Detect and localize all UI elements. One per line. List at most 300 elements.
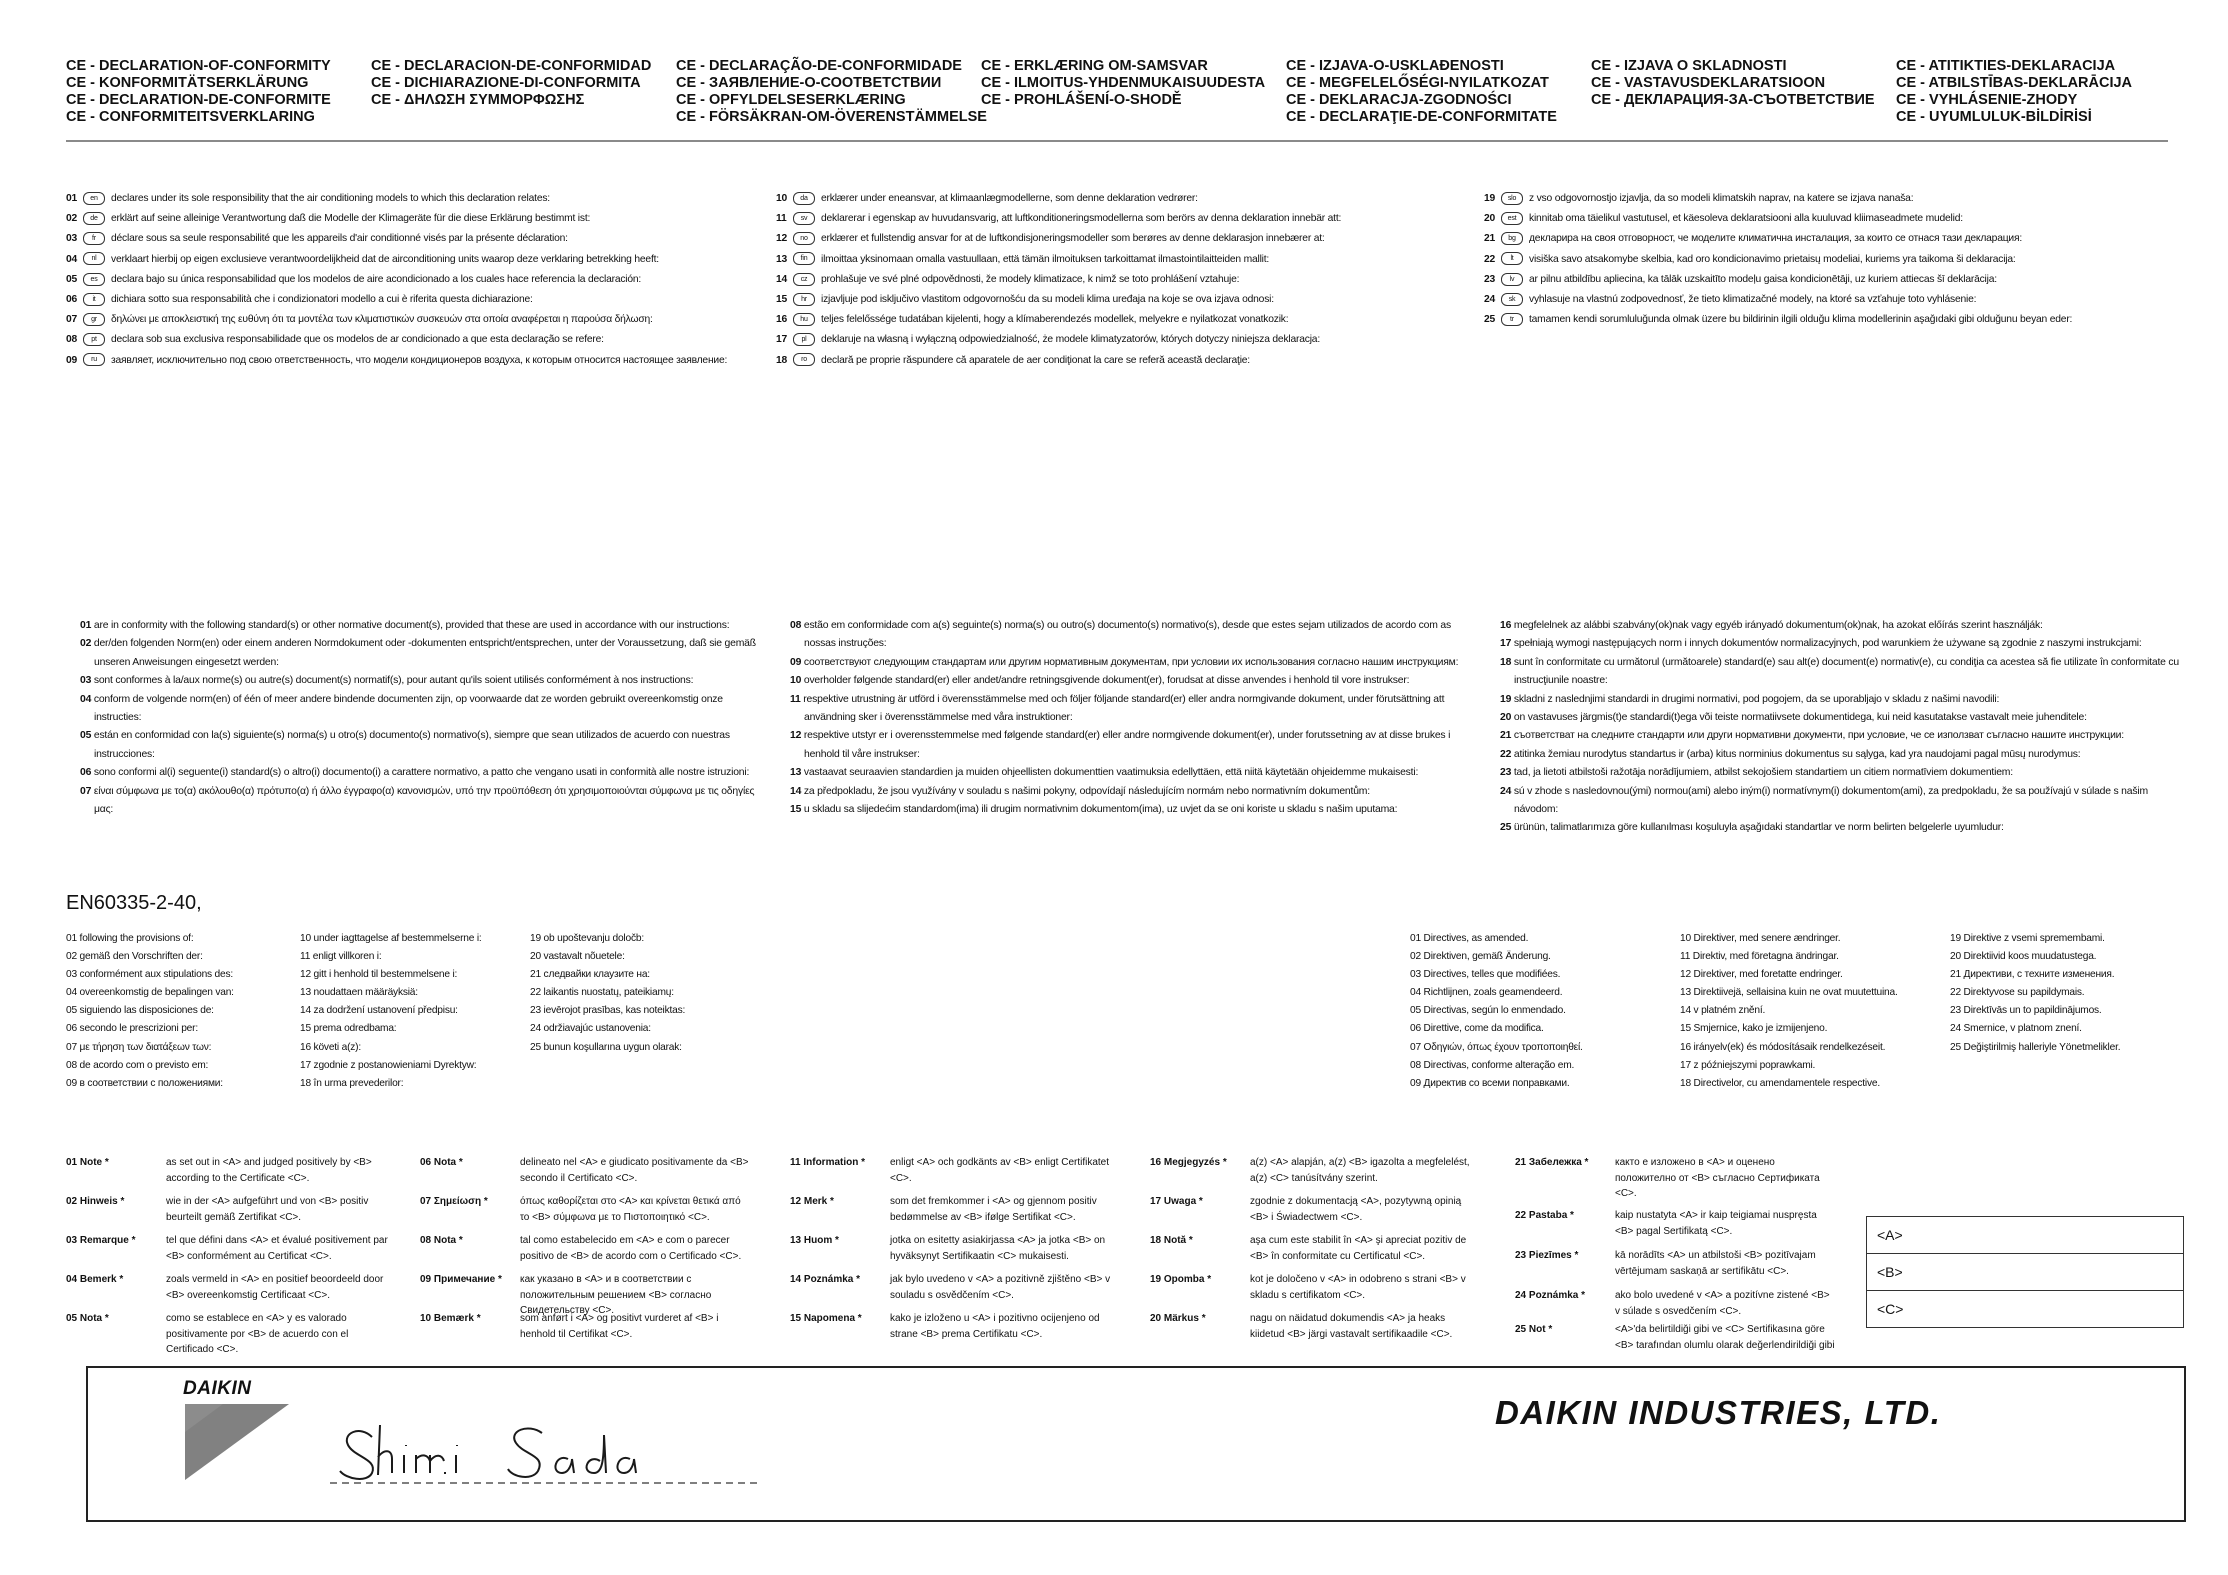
conformity-item [1500, 727, 2180, 745]
language-code-badge: tr [1501, 313, 1523, 326]
conformity-text: sunt în conformitate cu următorul (următoarele) standard(e) sau alt(e) document(e) normativ(e), cu condiţia ca acestea să fie utilizate în conformitate cu instrucţiunile noastre: [1513, 656, 2179, 687]
directive-line: 03 Directives, telles que modifiées. [1410, 969, 1561, 981]
header-title-line: CE - VYHLÁSENIE-ZHODY [1896, 92, 2078, 108]
header-title-line: CE - OPFYLDELSESERKLÆRING [676, 92, 906, 108]
provision-line: 25 bunun koşullarına uygun olarak: [530, 1041, 682, 1053]
conformity-item [1500, 746, 2180, 764]
header-title-line: CE - DECLARACION-DE-CONFORMIDAD [371, 58, 652, 74]
note-label: 24 Poznámka * [1515, 1290, 1586, 1301]
declaration-line [776, 189, 1476, 209]
provision-line: 13 noudattaen määräyksiä: [300, 987, 418, 999]
note-label: 04 Bemerk * [66, 1274, 124, 1285]
declaration-line [66, 310, 766, 330]
directive-line: 19 Direktive z vsemi spremembami. [1950, 933, 2105, 944]
conformity-text: u skladu sa slijedećim standardom(ima) ili drugim normativnim dokumentom(ima), uz uvjet da se oni koriste u skladu s našim uputama: [803, 804, 1398, 816]
language-number: 05 [66, 273, 78, 285]
provision-line: 20 vastavalt nõuetele: [530, 951, 625, 963]
language-number: 12 [790, 730, 802, 742]
declaration-text: vyhlasuje na vlastnú zodpovednosť, že tieto klimatizačné modely, na ktoré sa vzťahuje toto vyhlásenie: [1529, 294, 1977, 306]
note-text: zgodnie z dokumentacją <A>, pozytywną opinią <B> i Świadectwem <C>. [1250, 1196, 1462, 1223]
daikin-brand-text: DAIKIN [183, 1378, 252, 1399]
conformity-item [790, 654, 1470, 672]
note-label: 19 Opomba * [1150, 1274, 1212, 1285]
language-number: 16 [776, 314, 788, 326]
header-title-line: CE - ILMOITUS-YHDENMUKAISUUDESTA [981, 75, 1266, 91]
note-block [1150, 1194, 1480, 1225]
provision-line: 12 gitt i henhold til bestemmelsene i: [300, 969, 458, 981]
declaration-text: z vso odgovornostjo izjavlja, da so modeli klimatskih naprav, na katere se izjava nanaša: [1529, 193, 1914, 204]
directive-line: 02 Direktiven, gemäß Änderung. [1410, 951, 1551, 963]
directives-column [1950, 930, 2120, 1057]
language-code-badge: it [83, 293, 105, 306]
language-number: 01 [66, 193, 78, 204]
conformity-text: sont conformes à la/aux norme(s) ou autre(s) document(s) normatif(s), pour autant qu'ils soient utilisés conformément à nos instructions: [93, 675, 694, 687]
note-label: 17 Uwaga * [1150, 1196, 1203, 1207]
conformity-item [1500, 691, 2180, 709]
standard-reference: EN60335-2-40, [66, 892, 202, 914]
note-block [1150, 1155, 1480, 1186]
note-block [66, 1233, 396, 1264]
header-divider [66, 140, 2168, 142]
note-text: tal como estabelecido em <A> e com o parecer positivo de <B> de acordo com o Certificado <C>. [520, 1235, 742, 1262]
directive-line: 17 z późniejszymi poprawkami. [1680, 1059, 1816, 1071]
declaration-text: izjavljuje pod isključivo vlastitom odgovornošću da su modeli klima uređaja na koje se ova izjava odnosi: [821, 294, 1274, 306]
note-block [790, 1233, 1120, 1264]
declaration-text: δηλώνει με αποκλειστική της ευθύνη ότι τα μοντέλα των κλιματιστικών συσκευών στα οποία αναφέρεται η παρούσα δήλωση: [111, 314, 653, 326]
declaration-line [1484, 310, 2184, 330]
language-number: 09 [66, 354, 78, 366]
declaration-line [66, 290, 766, 310]
language-number: 20 [1500, 712, 1512, 724]
provision-line: 11 enligt villkoren i: [300, 951, 382, 963]
provision-line: 24 održiavajúc ustanovenia: [530, 1023, 651, 1035]
language-number: 18 [1500, 656, 1512, 668]
language-number: 11 [776, 213, 787, 225]
language-code-badge: est [1501, 212, 1523, 225]
language-code-badge: bg [1501, 232, 1523, 245]
header-column [981, 58, 1281, 109]
provision-line: 22 laikantis nuostatų, pateikiamų: [530, 987, 674, 999]
conformity-item [80, 727, 770, 764]
language-code-badge: sv [793, 212, 815, 225]
language-code-badge: de [83, 212, 105, 225]
conformity-item [790, 727, 1470, 764]
provision-line: 15 prema odredbama: [300, 1023, 397, 1035]
header-title-line: CE - KONFORMITÄTSERKLÄRUNG [66, 75, 309, 91]
header-title-line: CE - DECLARAŢIE-DE-CONFORMITATE [1286, 109, 1557, 125]
declaration-text: teljes felelőssége tudatában kijelenti, hogy a klímaberendezés modellek, melyekre e nyilatkozat vonatkozik: [821, 314, 1289, 326]
header-title-line: CE - FÖRSÄKRAN-OM-ÖVERENSTÄMMELSE [676, 109, 987, 125]
declaration-line [66, 330, 766, 350]
declaration-text: tamamen kendi sorumluluğunda olmak üzere bu bildirinin ilgili olduğu klima modellerinin aşağıdaki gibi olduğunu beyan eder: [1529, 314, 2073, 326]
header-title-line: CE - CONFORMITEITSVERKLARING [66, 109, 315, 125]
language-number: 03 [80, 675, 92, 687]
language-number: 25 [1500, 822, 1512, 834]
language-number: 22 [1500, 748, 1512, 760]
header-title-line: CE - VASTAVUSDEKLARATSIOON [1591, 75, 1826, 91]
header-title-line: CE - DECLARAÇÃO-DE-CONFORMIDADE [676, 58, 962, 74]
language-number: 24 [1500, 785, 1512, 797]
note-block [790, 1155, 1120, 1186]
provisions-column [530, 930, 685, 1057]
note-block [1515, 1288, 1835, 1319]
note-block [1515, 1208, 1835, 1239]
daikin-logo-icon [183, 1402, 293, 1482]
language-code-badge: da [793, 192, 815, 205]
declaration-text: декларира на своя отговорност, че моделите климатична инсталация, за които се отнася тази декларация: [1529, 233, 2023, 245]
abc-row-a: <A> [1867, 1217, 2183, 1254]
declaration-column [776, 189, 1476, 371]
language-code-badge: lv [1501, 273, 1523, 286]
signature-text [330, 1500, 335, 1501]
language-number: 06 [66, 294, 78, 306]
note-text: som anført i <A> og positivt vurderet af <B> i henhold til Certifikat <C>. [520, 1313, 719, 1340]
language-number: 10 [776, 193, 788, 204]
language-code-badge: ru [83, 353, 105, 366]
directive-line: 04 Richtlijnen, zoals geamendeerd. [1410, 987, 1563, 999]
language-number: 21 [1484, 233, 1496, 245]
note-text: como se establece en <A> y es valorado positivamente por <B> de acuerdo con el Certificado <C>. [166, 1313, 349, 1355]
header-title-line: CE - ΔΗΛΩΣΗ ΣΥΜΜΟΡΦΩΣΗΣ [371, 92, 585, 108]
conformity-item [790, 764, 1470, 782]
note-text: jotka on esitetty asiakirjassa <A> ja jotka <B> on hyväksynyt Sertifikaatin <C> mukaisesti. [890, 1235, 1106, 1262]
language-code-badge: en [83, 192, 105, 205]
header-column [371, 58, 671, 109]
conformity-item [1500, 764, 2180, 782]
language-number: 24 [1484, 294, 1496, 306]
directive-line: 06 Direttive, come da modifica. [1410, 1023, 1544, 1035]
conformity-text: sono conformi al(i) seguente(i) standard(s) o altro(i) documento(i) a carattere normativo, a patto che vengano usati in conformità alle nostre istruzioni: [93, 767, 750, 779]
header-title-line: CE - DICHIARAZIONE-DI-CONFORMITA [371, 75, 641, 91]
directive-line: 16 irányelv(ek) és módosításaik rendelkezéseit. [1680, 1041, 1886, 1053]
conformity-item [790, 691, 1470, 728]
provision-line: 09 в соответствии с положениями: [66, 1077, 223, 1089]
language-number: 14 [790, 785, 802, 797]
provision-line: 21 следвайки клаузите на: [530, 969, 650, 981]
note-label: 18 Notă * [1150, 1235, 1193, 1246]
note-text: както е изложено в <A> и оценено положително от <B> съгласно Сертификата <C>. [1615, 1157, 1820, 1199]
language-number: 14 [776, 273, 788, 285]
note-block [420, 1194, 750, 1225]
declaration-column [1484, 189, 2184, 330]
note-label: 13 Huom * [790, 1235, 839, 1246]
declaration-text: erklærer et fullstendig ansvar for at de luftkondisjoneringsmodeller som berøres av denne deklarasjon innebærer at: [821, 233, 1325, 245]
note-text: ako bolo uvedené v <A> a pozitívne zistené <B> v súlade s osvedčením <C>. [1615, 1290, 1830, 1317]
language-code-badge: no [793, 232, 815, 245]
note-block [66, 1155, 396, 1186]
provision-line: 17 zgodnie z postanowieniami Dyrektyw: [300, 1059, 477, 1071]
conformity-item [80, 783, 770, 820]
note-text: aşa cum este stabilit în <A> şi apreciat pozitiv de <B> în conformitate cu Certificatul <C>. [1250, 1235, 1467, 1262]
note-text: wie in der <A> aufgeführt und von <B> positiv beurteilt gemäß Zertifikat <C>. [166, 1196, 369, 1223]
language-number: 15 [790, 804, 802, 816]
declaration-text: declară pe proprie răspundere că aparatele de aer condiţionat la care se referă această declaraţie: [821, 354, 1250, 366]
language-number: 08 [66, 334, 78, 346]
conformity-text: megfelelnek az alábbi szabvány(ok)nak vagy egyéb irányadó dokumentum(ok)nak, ha azokat előírás szerint használják: [1513, 620, 2043, 631]
conformity-item [790, 801, 1470, 819]
language-number: 11 [790, 693, 801, 705]
note-text: enligt <A> och godkänts av <B> enligt Certifikatet <C>. [890, 1157, 1110, 1184]
provision-line: 01 following the provisions of: [66, 933, 194, 944]
note-label: 14 Poznámka * [790, 1274, 861, 1285]
declaration-text: declara sob sua exclusiva responsabilidade que os modelos de ar condicionado a que esta declaração se refere: [111, 334, 604, 346]
language-number: 23 [1500, 767, 1512, 779]
note-label: 02 Hinweis * [66, 1196, 125, 1207]
note-label: 08 Nota * [420, 1235, 463, 1246]
directive-line: 08 Directivas, conforme alteração em. [1410, 1059, 1575, 1071]
language-number: 08 [790, 620, 802, 631]
note-text: kot je določeno v <A> in odobreno s strani <B> v skladu s certifikatom <C>. [1250, 1274, 1466, 1301]
language-number: 02 [66, 213, 78, 225]
note-block [790, 1311, 1120, 1342]
note-text: kā norādīts <A> un atbilstoši <B> pozitīvajam vērtējumam saskaņā ar sertifikātu <C>. [1615, 1250, 1816, 1277]
conformity-text: are in conformity with the following standard(s) or other normative document(s), provided that these are used in accordance with our instructions: [93, 620, 730, 631]
abc-row-c: <C> [1877, 1301, 1904, 1317]
directive-line: 20 Direktiivid koos muudatustega. [1950, 951, 2097, 963]
provision-line: 07 με τήρηση των διατάξεων των: [66, 1041, 212, 1053]
header-title-line: CE - ЗАЯВЛЕНИЕ-О-СООТВЕТСТВИИ [676, 75, 942, 91]
note-block [1150, 1233, 1480, 1264]
note-block [420, 1311, 750, 1342]
conformity-text: están en conformidad con la(s) siguiente(s) norma(s) u otro(s) documento(s) normativo(s), siempre que sean utilizados de acuerdo con nuestras instrucciones: [93, 730, 730, 760]
provision-line: 19 ob upoštevanju določb: [530, 933, 644, 944]
note-block [1515, 1155, 1835, 1202]
conformity-text: ürünün, talimatlarımıza göre kullanılması koşuluyla aşağıdaki standartlar ve norm belirten belgelerle uyumludur: [1513, 822, 2004, 834]
header-title-line: CE - ERKLÆRING OM-SAMSVAR [981, 58, 1208, 74]
language-code-badge: fin [793, 252, 815, 265]
declaration-line [66, 270, 766, 290]
header-title-line: CE - DEKLARACJA-ZGODNOŚCI [1286, 92, 1512, 108]
directive-line: 24 Smernice, v platnom znení. [1950, 1023, 2082, 1035]
declaration-line [66, 189, 766, 209]
language-number: 23 [1484, 273, 1496, 285]
directive-line: 21 Директиви, с техните изменения. [1950, 969, 2115, 981]
provision-line: 18 în urma prevederilor: [300, 1077, 404, 1089]
note-text: zoals vermeld in <A> en positief beoordeeld door <B> overeenkomstig Certificaat <C>. [166, 1274, 384, 1301]
conformity-item [790, 783, 1470, 801]
directive-line: 15 Smjernice, kako je izmijenjeno. [1680, 1023, 1828, 1035]
header-title-line: CE - DECLARATION-OF-CONFORMITY [66, 58, 331, 74]
language-number: 17 [1500, 638, 1512, 650]
note-text: <A>'da belirtildiği gibi ve <C> Sertifikasına göre <B> tarafından olumlu olarak değerlendirildiği gibi [1615, 1324, 1835, 1351]
provision-line: 10 under iagttagelse af bestemmelserne i: [300, 933, 482, 944]
header-title-line: CE - DECLARATION-DE-CONFORMITE [66, 92, 331, 108]
language-number: 07 [66, 314, 78, 326]
header-title-line: CE - UYUMLULUK-BİLDİRİSİ [1896, 109, 2092, 125]
language-number: 17 [776, 334, 788, 346]
declaration-text: dichiara sotto sua responsabilità che i condizionatori modello a cui è riferita questa dichiarazione: [111, 294, 533, 306]
directive-line: 11 Direktiv, med företagna ändringar. [1680, 951, 1839, 963]
language-number: 09 [790, 656, 802, 668]
declaration-text: заявляет, исключительно под свою ответственность, что модели кондиционеров воздуха, к которым относится настоящее заявление: [111, 354, 728, 366]
declaration-text: verklaart hierbij op eigen exclusieve verantwoordelijkheid dat de airconditioning units waarop deze verklaring betrekking heeft: [111, 253, 659, 265]
note-text: jak bylo uvedeno v <A> a pozitivně zjištěno <B> v souladu s osvědčením <C>. [890, 1274, 1111, 1301]
declaration-text: déclare sous sa seule responsabilité que les appareils d'air conditionné visés par la présente déclaration: [111, 233, 568, 245]
declaration-text: prohlašuje ve své plné odpovědnosti, že modely klimatizace, k nimž se toto prohlášení vztahuje: [821, 273, 1240, 285]
header-title-line: CE - PROHLÁŠENÍ-O-SHODĚ [981, 92, 1182, 108]
directive-line: 09 Директив со всеми поправками. [1410, 1077, 1570, 1089]
directive-line: 01 Directives, as amended. [1410, 933, 1529, 944]
note-label: 22 Pastaba * [1515, 1210, 1574, 1221]
declaration-text: ilmoittaa yksinomaan omalla vastuullaan, että tämän ilmoituksen tarkoittamat ilmastointilaitteiden mallit: [821, 253, 1270, 265]
provision-line: 05 siguiendo las disposiciones de: [66, 1005, 214, 1017]
language-number: 20 [1484, 213, 1496, 225]
provision-line: 02 gemäß den Vorschriften der: [66, 951, 203, 963]
note-block [66, 1272, 396, 1303]
note-label: 06 Nota * [420, 1157, 463, 1168]
declaration-text: visiška savo atsakomybe skelbia, kad oro kondicionavimo prietaisų modeliai, kuriems yra taikoma ši deklaracija: [1529, 253, 2016, 265]
note-label: 07 Σημείωση * [420, 1196, 488, 1207]
conformity-column [80, 617, 770, 819]
provision-line: 23 ievērojot prasības, kas noteiktas: [530, 1005, 686, 1017]
conformity-item [790, 672, 1470, 690]
declaration-line [66, 229, 766, 249]
note-text: kaip nustatyta <A> ir kaip teigiamai nuspręsta <B> pagal Sertifikatą <C>. [1615, 1210, 1817, 1237]
conformity-text: conform de volgende norm(en) of één of meer andere bindende documenten zijn, op voorwaarde dat ze worden gebruikt overeenkomstig onze instructies: [93, 693, 723, 724]
header-title-line: CE - MEGFELELŐSÉGI-NYILATKOZAT [1286, 75, 1549, 91]
language-code-badge: es [83, 273, 105, 286]
directive-line: 10 Direktiver, med senere ændringer. [1680, 933, 1841, 944]
header-title-line: CE - IZJAVA-O-USKLAĐENOSTI [1286, 58, 1504, 74]
note-label: 10 Bemærk * [420, 1313, 481, 1324]
conformity-item [80, 764, 770, 782]
note-label: 25 Not * [1515, 1324, 1553, 1335]
declaration-line [1484, 189, 2184, 209]
language-number: 18 [776, 354, 788, 366]
conformity-item [1500, 654, 2180, 691]
note-text: kako je izloženo u <A> i pozitivno ocijenjeno od strane <B> prema Certifikatu <C>. [890, 1313, 1100, 1340]
language-number: 21 [1500, 730, 1512, 742]
directive-line: 18 Directivelor, cu amendamentele respective. [1680, 1077, 1880, 1089]
note-block [1150, 1272, 1480, 1303]
declaration-text: ar pilnu atbildību apliecina, ka tālāk uzskaitīto modeļu gaisa kondicionētāji, uz kuriem attiecas šī deklarācija: [1529, 273, 1997, 285]
directive-line: 05 Directivas, según lo enmendado. [1410, 1005, 1566, 1017]
note-text: as set out in <A> and judged positively by <B> according to the Certificate <C>. [166, 1157, 372, 1184]
conformity-text: tad, ja lietoti atbilstoši ražotāja norādījumiem, atbilst sekojošiem standartiem un citiem normatīviem dokumentiem: [1513, 767, 2013, 779]
directive-line: 14 v platném znění. [1680, 1005, 1766, 1017]
provision-line: 04 overeenkomstig de bepalingen van: [66, 987, 234, 999]
language-code-badge: pl [793, 333, 815, 346]
declaration-text: erklärt auf seine alleinige Verantwortung daß die Modelle der Klimageräte für die diese Erklärung bestimmt ist: [111, 213, 591, 225]
language-code-badge: hr [793, 293, 815, 306]
declaration-line [1484, 290, 2184, 310]
language-number: 07 [80, 785, 92, 797]
abc-row-b: <B> [1867, 1254, 2183, 1291]
language-code-badge: ro [793, 353, 815, 366]
language-number: 10 [790, 675, 802, 687]
provision-line: 16 követi a(z): [300, 1041, 361, 1053]
language-number: 25 [1484, 314, 1496, 326]
declaration-text: deklaruje na własną i wyłączną odpowiedzialność, że modele klimatyzatorów, których dotyczy niniejsza deklaracja: [821, 334, 1320, 346]
declaration-text: kinnitab oma täielikul vastutusel, et käesoleva deklaratsiooni alla kuuluvad kliimaseadmete mudelid: [1529, 213, 1963, 225]
header-column [1591, 58, 1891, 109]
conformity-text: respektive utrustning är utförd i överensstämmelse med och följer följande standard(er) eller andra normgivande dokument, under förutsättning att användning sker i överensstämmelse med våra instruktioner: [803, 693, 1445, 724]
language-number: 15 [776, 294, 788, 306]
language-code-badge: hu [793, 313, 815, 326]
note-label: 15 Napomena * [790, 1313, 862, 1324]
note-label: 20 Märkus * [1150, 1313, 1206, 1324]
language-number: 04 [80, 693, 92, 705]
note-text: a(z) <A> alapján, a(z) <B> igazolta a megfelelést, a(z) <C> tanúsítvány szerint. [1250, 1157, 1470, 1184]
directive-line: 13 Direktiivejä, sellaisina kuin ne ovat muutettuina. [1680, 987, 1898, 999]
note-label: 12 Merk * [790, 1196, 834, 1207]
note-label: 09 Примечание * [420, 1274, 502, 1285]
declaration-text: declares under its sole responsibility that the air conditioning models to which this declaration relates: [111, 193, 550, 204]
note-text: как указано в <A> и в соответствии с положительным решением <B> согласно Свидетельству <C>. [520, 1274, 712, 1316]
declaration-line [1484, 250, 2184, 270]
signature-mark [320, 1415, 770, 1495]
language-number: 19 [1500, 693, 1512, 705]
conformity-item [80, 617, 770, 635]
header-column [676, 58, 987, 126]
declaration-line [66, 209, 766, 229]
note-block [1515, 1248, 1835, 1279]
language-number: 13 [776, 253, 788, 265]
provision-line: 08 de acordo com o previsto em: [66, 1059, 209, 1071]
conformity-text: za předpokladu, že jsou využívány v souladu s našimi pokyny, odpovídají následujícím normám nebo normativním dokumentům: [803, 785, 1370, 797]
conformity-text: είναι σύμφωνα με το(α) ακόλουθο(α) πρότυπο(α) ή άλλο έγγραφο(α) κανονισμών, υπό την προϋπόθεση ότι χρησιμοποιούνται σύμφωνα με τις οδηγίες μας: [93, 785, 755, 816]
language-code-badge: nl [83, 252, 105, 265]
note-label: 05 Nota * [66, 1313, 109, 1324]
conformity-text: съответстват на следните стандарти или други нормативни документи, при условие, че се използват съгласно нашите инструкции: [1513, 730, 2124, 742]
conformity-text: respektive utstyr er i overensstemmelse med følgende standard(er) eller andre normgivende dokument(er), under forutssetning av at disse brukes i henhold til våre instrukser: [803, 730, 1451, 760]
conformity-text: spełniają wymogi następujących norm i innych dokumentów normalizacyjnych, pod warunkiem że używane są zgodnie z naszymi instrukcjami: [1513, 638, 2142, 650]
provision-line: 06 secondo le prescrizioni per: [66, 1023, 198, 1035]
language-number: 19 [1484, 193, 1496, 204]
provision-line: 03 conformément aux stipulations des: [66, 969, 234, 981]
header-title-line: CE - ATITIKTIES-DEKLARACIJA [1896, 58, 2116, 74]
conformity-text: vastaavat seuraavien standardien ja muiden ohjeellisten dokumenttien vaatimuksia edellyttäen, että niitä käytetään ohjeidemme mukaisesti: [803, 767, 1419, 779]
conformity-column [790, 617, 1470, 819]
conformity-text: overholder følgende standard(er) eller andet/andre retningsgivende dokument(er), forudsat at disse anvendes i henhold til vore instrukser: [803, 675, 1410, 687]
note-block [66, 1194, 396, 1225]
header-title-line: CE - ATBILSTĪBAS-DEKLARĀCIJA [1896, 75, 2133, 91]
language-code-badge: fr [83, 232, 105, 245]
note-text: όπως καθορίζεται στο <A> και κρίνεται θετικά από το <B> σύμφωνα με το Πιστοποιητικό <C>. [520, 1196, 741, 1223]
declaration-line [1484, 270, 2184, 290]
note-block [1150, 1311, 1480, 1342]
note-block [790, 1194, 1120, 1225]
conformity-item [1500, 819, 2180, 837]
declaration-text: deklarerar i egenskap av huvudansvarig, att luftkonditioneringsmodellerna som berörs av denna deklaration innebär att: [821, 213, 1342, 225]
note-block [1515, 1322, 1835, 1353]
conformity-text: der/den folgenden Norm(en) oder einem anderen Normdokument oder -dokumenten entspricht/entsprechen, unter der Voraussetzung, daß sie gemäß unseren Anweisungen eingesetzt werden: [93, 638, 756, 668]
note-label: 11 Information * [790, 1157, 866, 1168]
conformity-item [790, 617, 1470, 654]
note-label: 23 Piezīmes * [1515, 1250, 1579, 1261]
declaration-line [66, 250, 766, 270]
header-title-line: CE - IZJAVA O SKLADNOSTI [1591, 58, 1787, 74]
language-number: 12 [776, 233, 788, 245]
language-number: 03 [66, 233, 78, 245]
note-label: 03 Remarque * [66, 1235, 136, 1246]
directive-line: 22 Direktyvose su papildymais. [1950, 987, 2085, 999]
conformity-column [1500, 617, 2180, 838]
note-label: 16 Megjegyzés * [1150, 1157, 1227, 1168]
company-name: DAIKIN INDUSTRIES, LTD. [1495, 1394, 1942, 1431]
directive-line: 07 Οδηγιών, όπως έχουν τροποποιηθεί. [1410, 1041, 1583, 1053]
conformity-item [80, 672, 770, 690]
directive-line: 25 Değiştirilmiş halleriyle Yönetmelikler. [1950, 1041, 2121, 1053]
declaration-line [776, 209, 1476, 229]
note-text: nagu on näidatud dokumendis <A> ja heaks kiidetud <B> järgi vastavalt sertifikaadile <C>. [1250, 1313, 1453, 1340]
declaration-line [1484, 229, 2184, 249]
language-number: 22 [1484, 253, 1496, 265]
declaration-line [66, 351, 766, 371]
note-label: 01 Note * [66, 1157, 109, 1168]
provisions-column [66, 930, 234, 1093]
note-block [420, 1233, 750, 1264]
